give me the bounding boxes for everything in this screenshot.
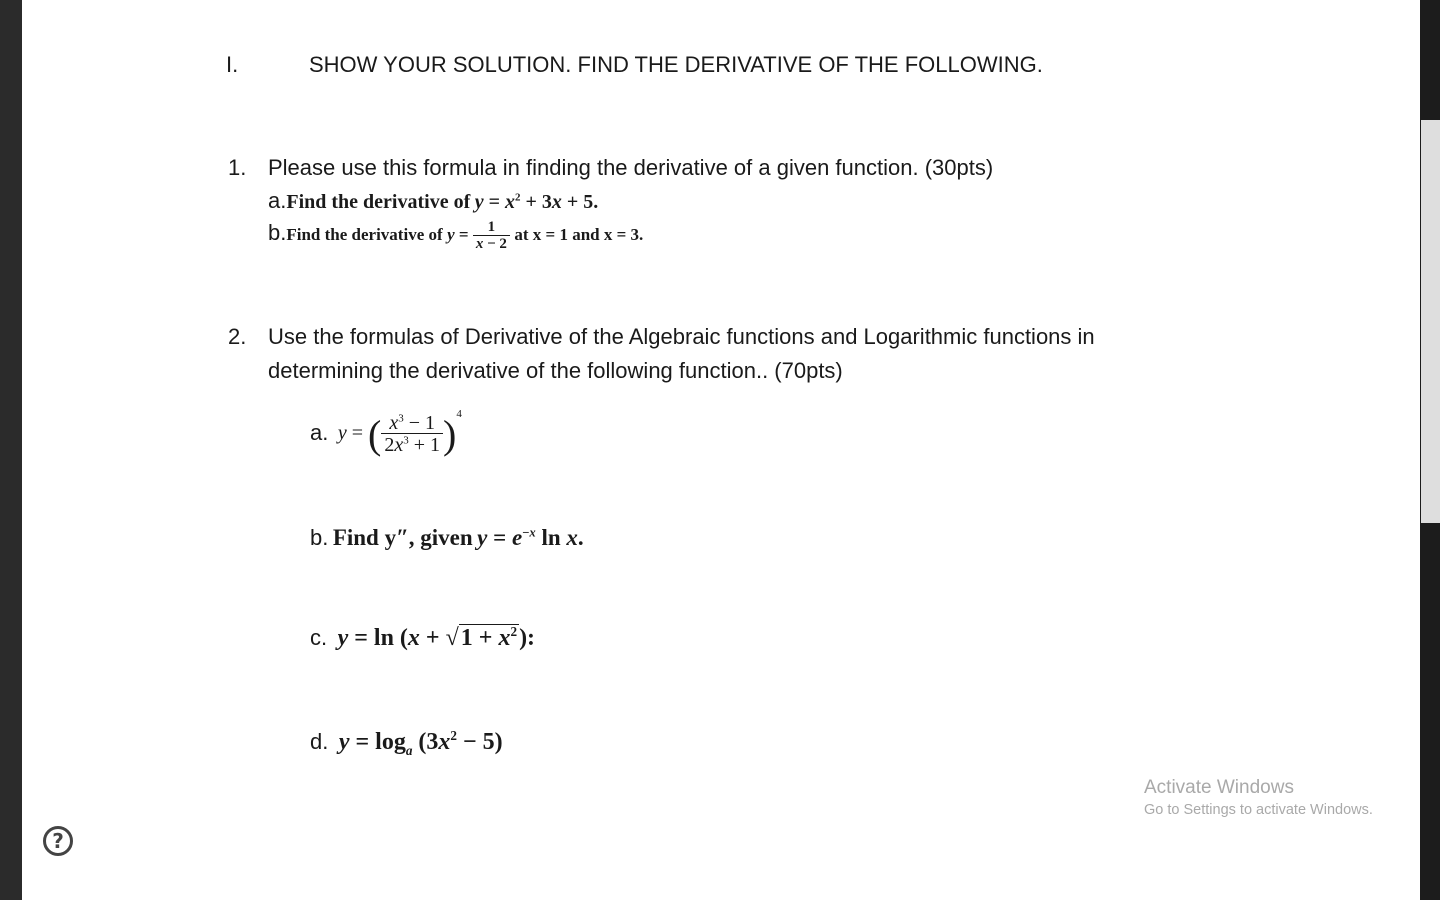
q1a-label: a. <box>268 188 287 213</box>
activation-watermark-subtitle: Go to Settings to activate Windows. <box>1144 802 1373 818</box>
q1-item-a <box>268 188 598 214</box>
scrollbar-thumb[interactable] <box>1421 120 1440 523</box>
q1b-tail: at x = 1 and x = 3. <box>514 225 644 244</box>
section-numeral: I. <box>226 52 239 77</box>
q2b-equation: $y = e^{-x}$ ln x. <box>477 525 584 550</box>
q1-number: 1. <box>228 155 247 180</box>
q2b-label: b. <box>310 525 329 550</box>
q1a-text: Find the derivative of <box>286 191 471 213</box>
q2d-equation: $y = \log_a (3x^2 - 5)$ <box>338 728 503 758</box>
q1-text: Please use this formula in finding the derivative of a given function. (30pts) <box>268 155 994 180</box>
q1b-label: b. <box>268 220 287 245</box>
q2-line1: Use the formulas of Derivative of the Algebraic functions and Logarithmic functions in <box>268 324 1095 349</box>
q2a-label: a. <box>310 419 329 445</box>
q2c-label: c. <box>310 625 328 650</box>
activation-watermark-title: Activate Windows <box>1144 777 1294 798</box>
q2-item-d <box>310 728 503 759</box>
q2c-equation: $y = \ln (x + √1 + x^2)$: <box>337 624 536 651</box>
q2-item-c <box>310 624 535 652</box>
q2-number: 2. <box>228 324 247 349</box>
q2b-text: Find y″, given <box>332 525 473 550</box>
q1a-equation: $y = x^2 + 3x + 5$. <box>474 191 599 213</box>
q1b-text: Find the derivative of <box>286 225 443 244</box>
q2a-equation: y = ( $\frac{x^3 - 1}{2x^3 + 1}$ )$^4$ <box>337 408 462 457</box>
q1-item-b <box>268 220 643 252</box>
section-instruction: SHOW YOUR SOLUTION. FIND THE DERIVATIVE OF THE FOLLOWING. <box>309 52 1043 77</box>
help-circle-icon[interactable]: ? <box>43 826 73 856</box>
q2-item-a <box>310 408 462 458</box>
left-edge-bar <box>0 0 22 900</box>
q2-line2: determining the derivative of the following function.. (70pts) <box>268 358 843 383</box>
q2d-label: d. <box>310 729 329 754</box>
q2-item-b <box>310 525 584 551</box>
q1b-equation: y = $\frac{1}{x - 2}$ <box>447 225 510 244</box>
